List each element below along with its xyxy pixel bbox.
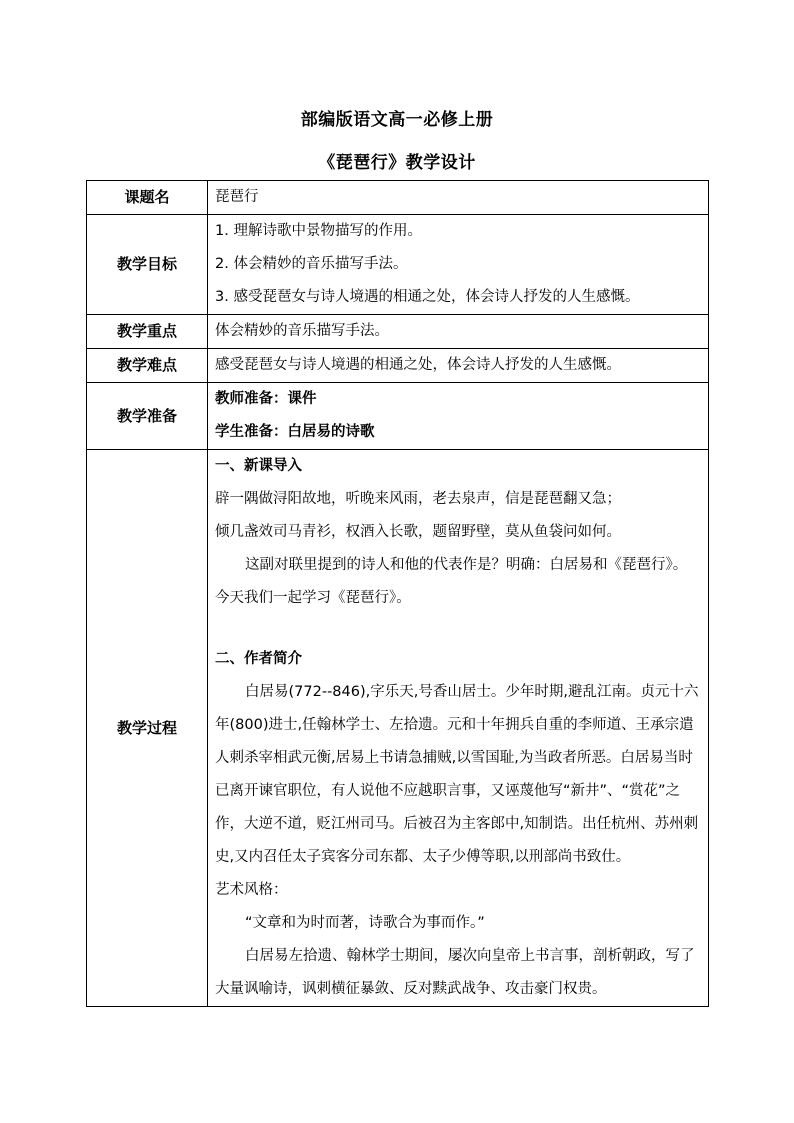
topic-label: 课题名 (87, 181, 208, 215)
goals-label: 教学目标 (87, 215, 208, 315)
process-cell (208, 450, 709, 1007)
table-row-key-point (87, 315, 709, 349)
art-style-quote: “文章和为时而著，诗歌合为事而作。” (245, 915, 485, 931)
topic-value: 琵琶行 (208, 181, 709, 215)
goal-item-2: 2. 体会精妙的音乐描写手法。 (215, 256, 408, 272)
goal-item-3: 3. 感受琵琶女与诗人境遇的相通之处，体会诗人抒发的人生感慨。 (215, 289, 640, 305)
art-style-label: 艺术风格： (215, 882, 288, 898)
table-row-goals (87, 215, 709, 315)
table-row-topic (87, 181, 709, 215)
intro-paragraph: 这副对联里提到的诗人和他的代表作是？明确：白居易和《琵琶行》。今天我们一起学习《琵琶行》。 (215, 557, 688, 606)
document-subtitle: 《琵琶行》教学设计 (318, 153, 476, 173)
spacer (215, 615, 701, 643)
key-point-value: 体会精妙的音乐描写手法。 (208, 315, 709, 349)
process-label: 教学过程 (87, 450, 208, 1007)
preparation-label: 教学准备 (87, 383, 208, 450)
difficulty-value: 感受琵琶女与诗人境遇的相通之处，体会诗人抒发的人生感慨。 (208, 349, 709, 383)
teacher-preparation: 教师准备：课件 (215, 391, 317, 407)
section-heading-intro: 一、新课导入 (215, 458, 302, 474)
couplet-line-2: 倾几盏效司马青衫，权酒入长歌，题留野壁，莫从鱼袋问如何。 (215, 524, 621, 540)
couplet-line-1: 辟一隅做浔阳故地，听晚来风雨，老去泉声，信是琵琶翻又急； (215, 491, 621, 507)
difficulty-label: 教学难点 (87, 349, 208, 383)
document-title: 部编版语文高一必修上册 (300, 110, 494, 130)
key-point-label: 教学重点 (87, 315, 208, 349)
art-style-paragraph: 白居易左拾遗、翰林学士期间，屡次向皇帝上书言事，剖析朝政，写了大量讽喻诗，讽刺横征暴敛、反对黩武战争、攻击豪门权贵。 (215, 948, 695, 997)
table-row-process (87, 450, 709, 1007)
author-bio-paragraph: 白居易(772--846),字乐天,号香山居士。少年时期,避乱江南。贞元十六年(800)进士,任翰林学士、左拾遗。元和十年拥兵自重的李师道、王承宗遣人刺杀宰相武元衡,居易上书请急捕贼,以雪国耻,为当政者所恶。白居易当时已离开谏官职位，有人说他不应越职言事，又诬蔑他写“新井”、“赏花”之作，大逆不道，贬江州司马。后被召为主客郎中,知制诰。出任杭州、苏州刺史,又内召任太子宾客分司东都、太子少傅等职,以刑部尚书致仕。 (215, 684, 699, 865)
goals-cell (208, 215, 709, 315)
goal-item-1: 1. 理解诗歌中景物描写的作用。 (215, 223, 422, 239)
table-row-preparation (87, 383, 709, 450)
lesson-plan-table (86, 180, 709, 1007)
table-row-difficulty (87, 349, 709, 383)
preparation-cell (208, 383, 709, 450)
student-preparation: 学生准备：白居易的诗歌 (215, 424, 375, 440)
section-heading-author: 二、作者简介 (215, 651, 302, 667)
